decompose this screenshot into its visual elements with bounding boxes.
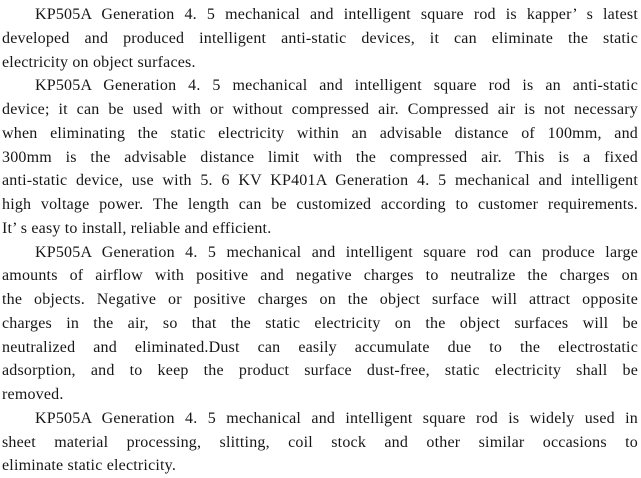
text-line: device; it can be used with or without compressed air. Compressed air is not necessary <box>2 101 638 118</box>
text-line: KP505A Generation 4. 5 mechanical and intelligent square rod can produce large <box>35 243 638 261</box>
text-line: eliminate static electricity. <box>2 457 177 475</box>
text-line: electricity on object surfaces. <box>2 53 196 71</box>
text-line: It’ s easy to install, reliable and efficient. <box>2 219 272 237</box>
text-line: when eliminating the static electricity within an advisable distance of 100mm, and <box>2 124 638 142</box>
text-line: charges in the air, so that the static electricity on the object surfaces will be <box>2 314 638 332</box>
text-line: 300mm is the advisable distance limit with the compressed air. This is a fixed <box>2 148 638 166</box>
paragraph <box>2 3 638 74</box>
text-line: the objects. Negative or positive charges on the object surface will attract opposite <box>2 291 638 308</box>
text-line: neutralized and eliminated.Dust can easily accumulate due to the electrostatic <box>2 338 638 356</box>
paragraph <box>2 407 638 478</box>
document-text <box>2 3 638 478</box>
text-line: high voltage power. The length can be customized according to customer requirements. <box>2 196 638 213</box>
text-line: KP505A Generation 4. 5 mechanical and intelligent square rod is an anti-static <box>35 77 638 95</box>
text-line: amounts of airflow with positive and negative charges to neutralize the charges on <box>2 267 638 285</box>
text-line: adsorption, and to keep the product surface dust-free, static electricity shall be <box>2 362 638 380</box>
text-line: anti-static device, use with 5. 6 KV KP401A Generation 4. 5 mechanical and intelligent <box>2 172 638 190</box>
text-line: removed. <box>2 386 64 403</box>
paragraph <box>2 241 638 407</box>
paragraph <box>2 74 638 240</box>
text-line: KP505A Generation 4. 5 mechanical and intelligent square rod is kapper’ s latest <box>35 6 638 23</box>
text-line: sheet material processing, slitting, coil stock and other similar occasions to <box>2 433 638 451</box>
text-line: developed and produced intelligent anti-static devices, it can eliminate the static <box>2 29 638 47</box>
text-line: KP505A Generation 4. 5 mechanical and intelligent square rod is widely used in <box>35 409 638 427</box>
